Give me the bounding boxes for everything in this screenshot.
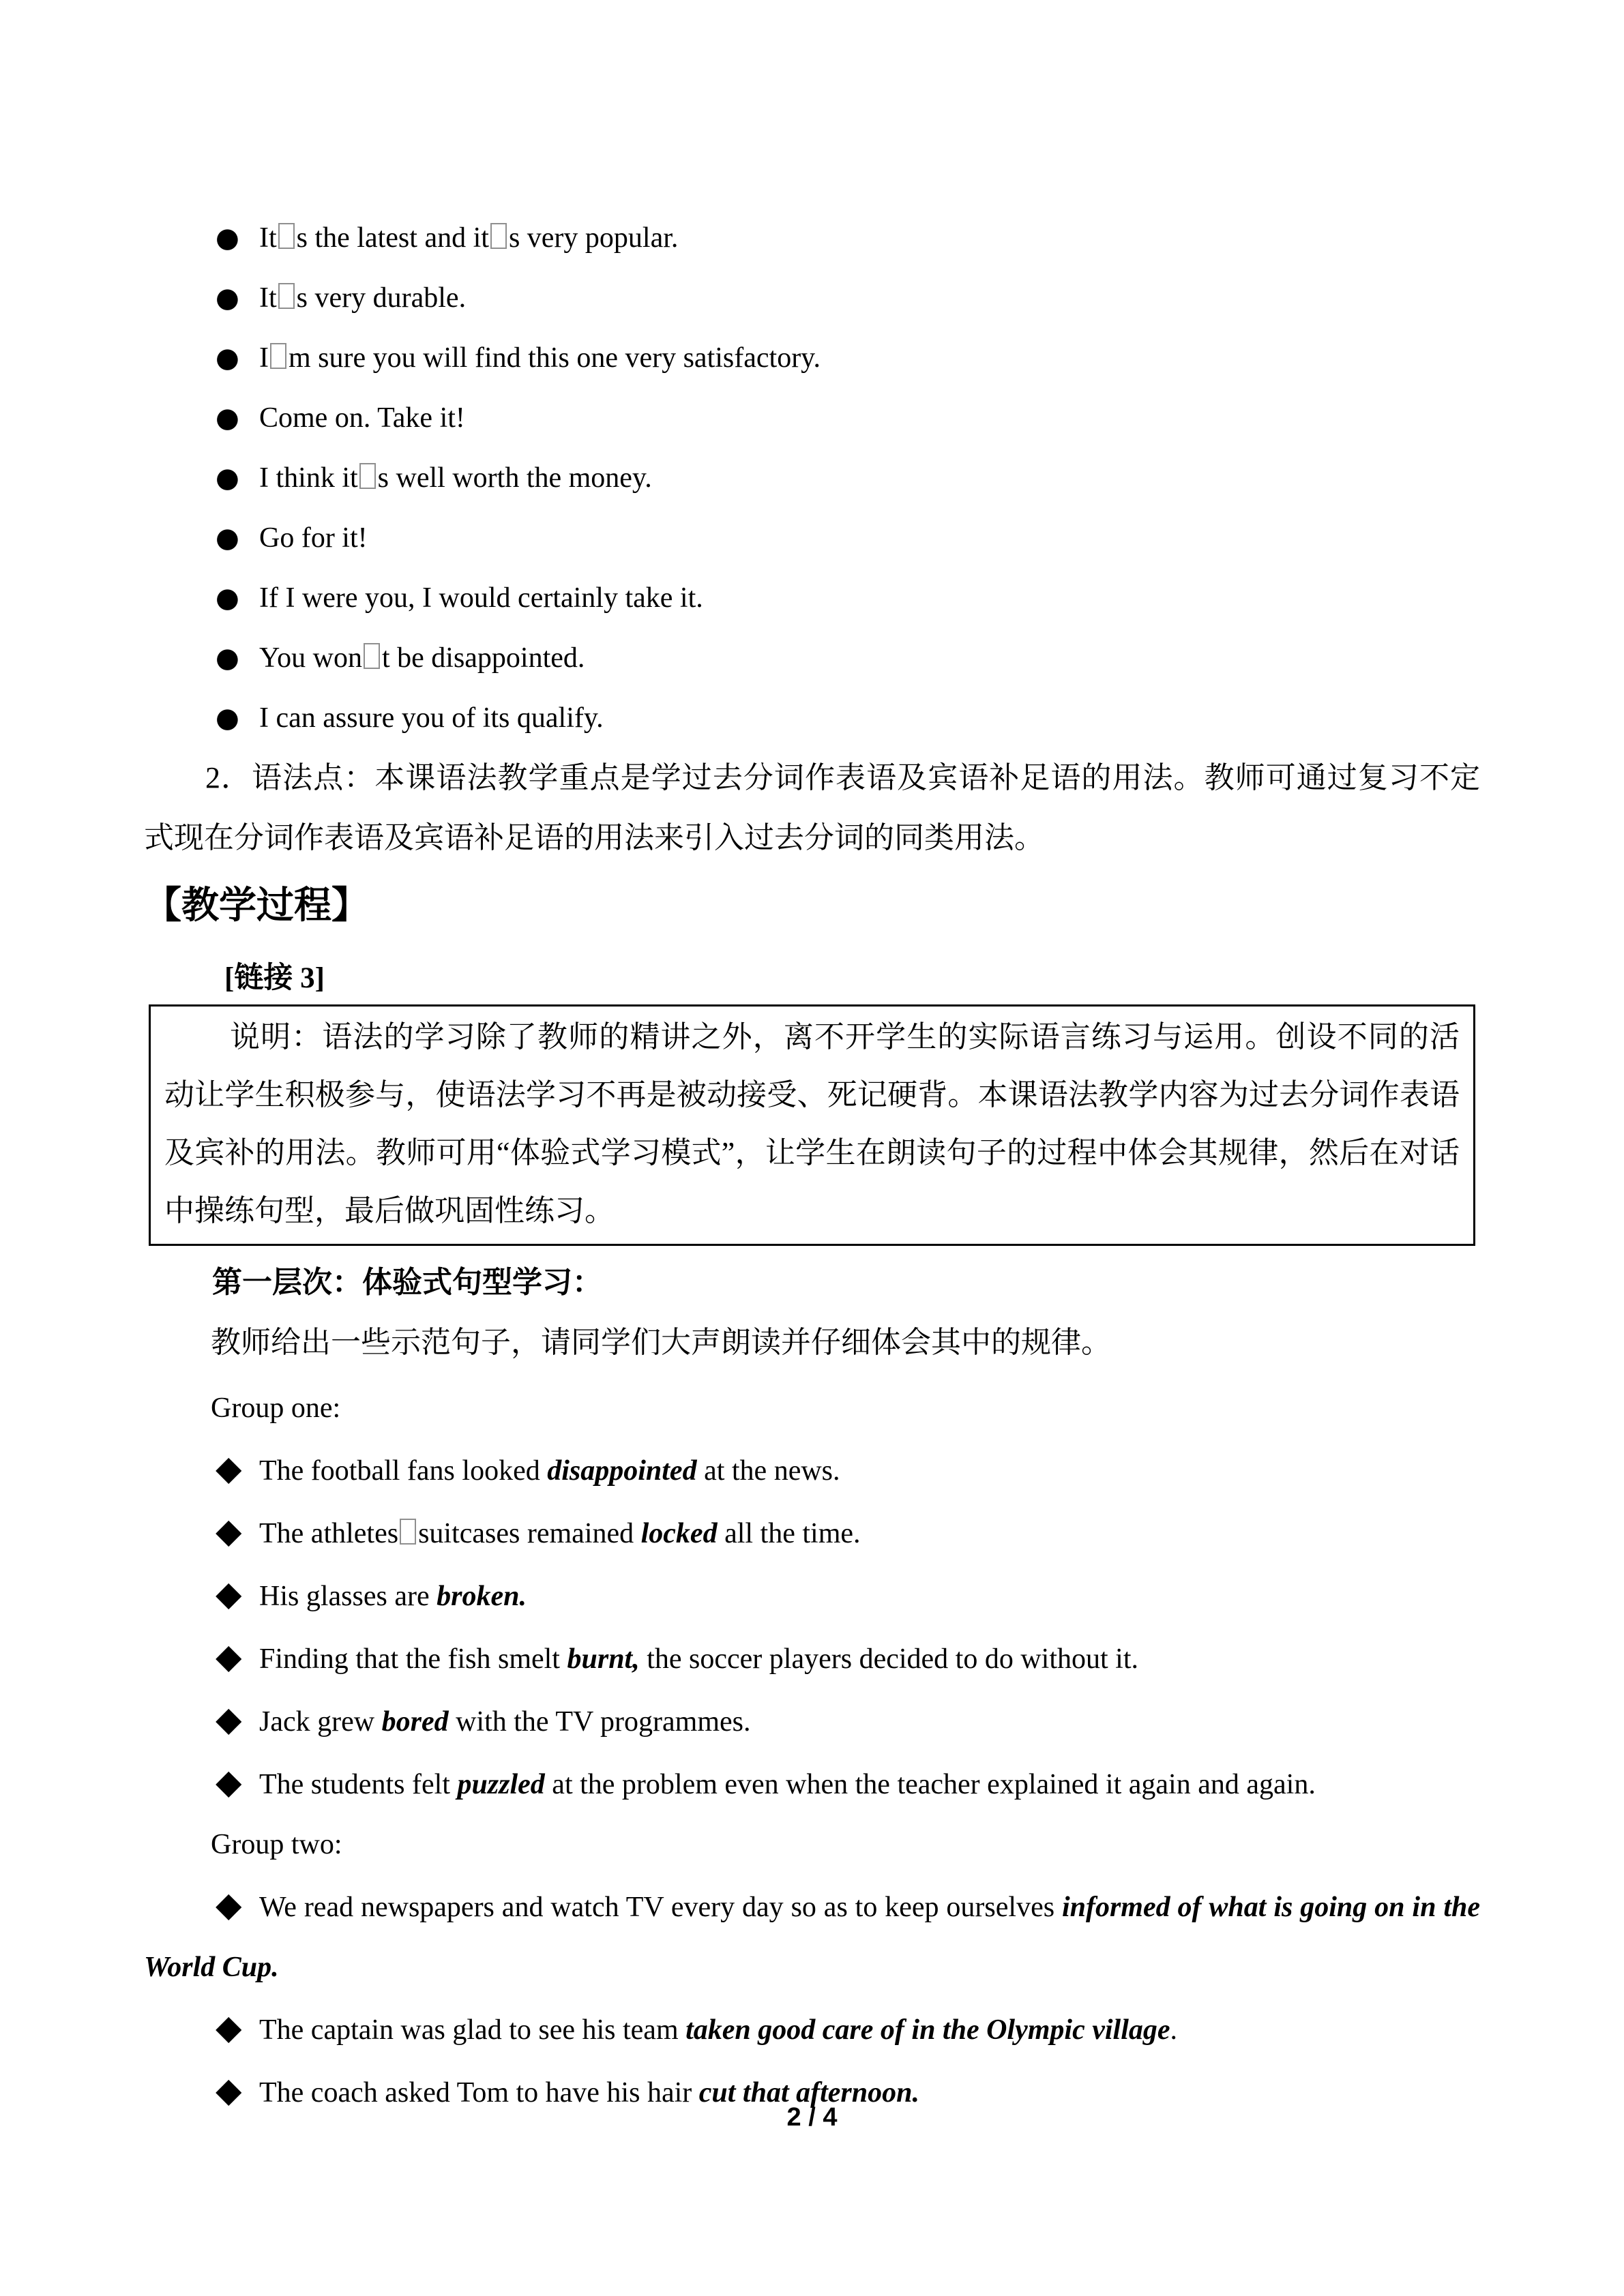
page-number: 2 / 4 xyxy=(786,2103,838,2132)
text-run: I can assure you of its qualify. xyxy=(259,702,604,734)
group-two-list xyxy=(144,1875,1480,2123)
note-box-text: 说明：语法的学习除了教师的精讲之外，离不开学生的实际语言练习与运用。创设不同的活动让学生积极参与，使语法学习不再是被动接受、死记硬背。本课语法教学内容为过去分词作表语及宾补的用法。教师可用“体验式学习模式”，让学生在朗读句子的过程中体会其规律，然后在对话中操练句型，最后做巩固性练习。 xyxy=(164,1020,1460,1227)
text-run: at the news. xyxy=(696,1455,840,1487)
text-run: informed of what is going on in the World Cup. xyxy=(144,1892,1480,1983)
text-run: disappointed xyxy=(547,1455,697,1487)
missing-glyph-box xyxy=(490,223,507,249)
level-one-intro: 教师给出一些示范句子，请同学们大声朗读并仔细体会其中的规律。 xyxy=(211,1326,1111,1359)
bullet-icon: ● xyxy=(216,702,239,734)
text-run: broken. xyxy=(437,1581,527,1612)
diamond-icon: ◆ xyxy=(216,1699,242,1739)
text-run: Jack grew xyxy=(259,1706,382,1738)
text-run: Finding that the fish smelt xyxy=(259,1643,567,1675)
bullet-icon: ● xyxy=(216,522,239,554)
diamond-icon: ◆ xyxy=(216,2008,242,2047)
bullet-icon: ● xyxy=(216,642,239,674)
list-item xyxy=(144,1689,1480,1752)
list-item xyxy=(144,328,1480,388)
list-item xyxy=(144,388,1480,448)
list-item xyxy=(144,448,1480,508)
text-run: I think it xyxy=(259,462,358,494)
group-two-label: Group two: xyxy=(211,1829,342,1860)
text-run: m sure you will find this one very satisfactory. xyxy=(289,342,821,374)
note-box xyxy=(149,1004,1475,1246)
group-one-label: Group one: xyxy=(211,1392,341,1424)
text-run: His glasses are xyxy=(259,1581,437,1612)
diamond-icon: ◆ xyxy=(216,1448,242,1488)
list-item xyxy=(144,1626,1480,1689)
bullet-icon: ● xyxy=(216,402,239,434)
missing-glyph-box xyxy=(278,223,295,249)
text-run: If I were you, I would certainly take it. xyxy=(259,582,703,614)
grammar-point-paragraph: 2．语法点：本课语法教学重点是学过去分词作表语及宾语补足语的用法。教师可通过复习不定式现在分词作表语及宾语补足语的用法来引入过去分词的同类用法。 xyxy=(144,761,1480,854)
list-item xyxy=(144,1438,1480,1501)
sales-expressions-list xyxy=(144,208,1480,748)
bullet-icon: ● xyxy=(216,582,239,614)
list-item xyxy=(144,1875,1480,1997)
missing-glyph-box xyxy=(364,643,380,669)
link-3-label: [链接 3] xyxy=(224,962,325,994)
text-run: The athletes xyxy=(259,1518,399,1549)
text-run: bored xyxy=(381,1706,449,1738)
text-run: The captain was glad to see his team xyxy=(259,2014,686,2046)
text-run: s very popular. xyxy=(508,222,679,254)
text-run: s the latest and it xyxy=(296,222,489,254)
text-run: burnt, xyxy=(567,1643,640,1675)
text-run: We read newspapers and watch TV every day so as to keep ourselves xyxy=(259,1892,1062,1923)
text-run: It xyxy=(259,222,277,254)
bullet-icon: ● xyxy=(216,342,239,374)
diamond-icon: ◆ xyxy=(216,1637,242,1676)
text-run: the soccer players decided to do without it. xyxy=(639,1643,1139,1675)
text-run: s well worth the money. xyxy=(377,462,652,494)
text-run: t be disappointed. xyxy=(381,642,585,674)
list-item xyxy=(144,268,1480,328)
text-run: The football fans looked xyxy=(259,1455,548,1487)
text-run: It xyxy=(259,282,277,314)
text-run: The coach asked Tom to have his hair xyxy=(259,2077,699,2108)
list-item xyxy=(144,688,1480,748)
text-run: s very durable. xyxy=(296,282,467,314)
diamond-icon: ◆ xyxy=(216,1885,242,1924)
text-run: I xyxy=(259,342,269,374)
diamond-icon: ◆ xyxy=(216,1511,242,1551)
missing-glyph-box xyxy=(400,1519,416,1545)
text-run: suitcases remained xyxy=(418,1518,641,1549)
list-item xyxy=(144,1997,1480,2060)
list-item xyxy=(144,1501,1480,1564)
text-run: with the TV programmes. xyxy=(448,1706,751,1738)
text-run: at the problem even when the teacher explained it again and again. xyxy=(544,1769,1316,1800)
list-item xyxy=(144,1564,1480,1626)
text-run: taken good care of in the Olympic village xyxy=(685,2014,1170,2046)
group-one-list xyxy=(144,1438,1480,1815)
diamond-icon: ◆ xyxy=(216,1574,242,1613)
text-run: cut that afternoon. xyxy=(698,2077,919,2108)
diamond-icon: ◆ xyxy=(216,2070,242,2110)
text-run: You won xyxy=(259,642,362,674)
list-item xyxy=(144,208,1480,268)
bullet-icon: ● xyxy=(216,282,239,314)
text-run: Come on. Take it! xyxy=(259,402,465,434)
bullet-icon: ● xyxy=(216,462,239,494)
list-item xyxy=(144,568,1480,628)
list-item xyxy=(144,628,1480,688)
text-run: puzzled xyxy=(457,1769,545,1800)
text-run: all the time. xyxy=(717,1518,861,1549)
missing-glyph-box xyxy=(278,283,295,309)
text-run: locked xyxy=(640,1518,718,1549)
missing-glyph-box xyxy=(359,463,376,489)
diamond-icon: ◆ xyxy=(216,1762,242,1802)
level-one-heading: 第一层次：体验式句型学习： xyxy=(212,1266,602,1299)
teaching-process-heading: 【教学过程】 xyxy=(144,884,370,926)
text-run: . xyxy=(1170,2014,1178,2046)
list-item xyxy=(144,1752,1480,1815)
list-item xyxy=(144,508,1480,568)
missing-glyph-box xyxy=(270,343,286,369)
bullet-icon: ● xyxy=(216,222,239,254)
text-run: Go for it! xyxy=(259,522,368,554)
text-run: The students felt xyxy=(259,1769,458,1800)
